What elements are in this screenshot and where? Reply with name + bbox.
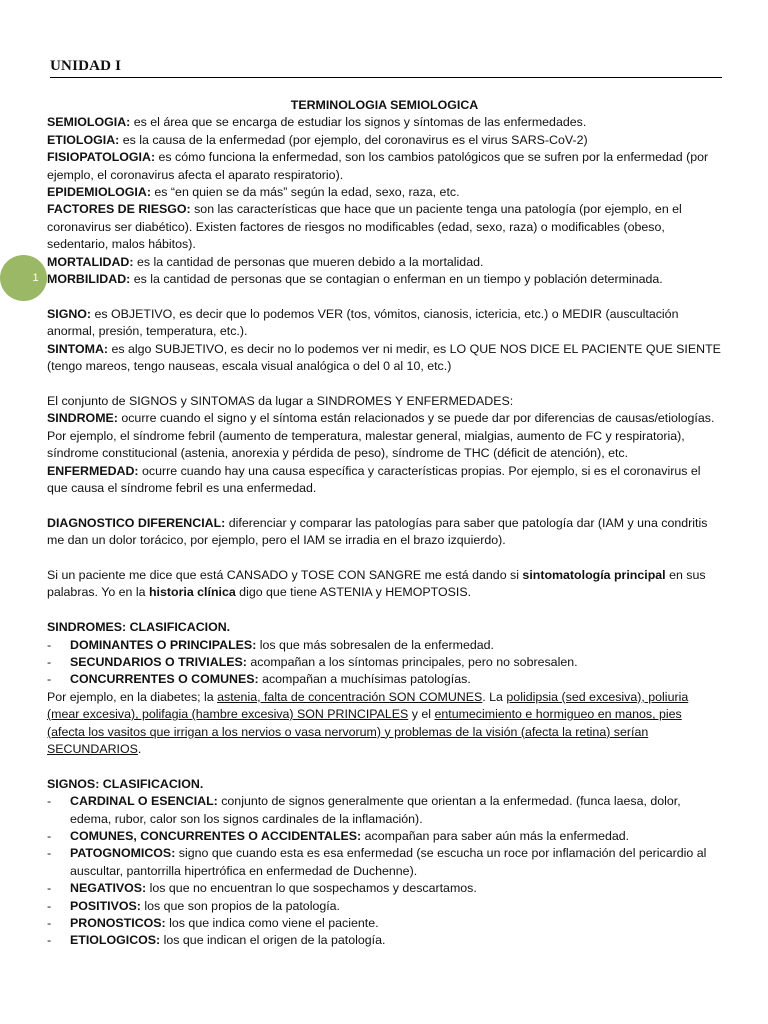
item-text: acompañan para saber aún más la enfermedad. [361,828,630,843]
bullet-dash: - [47,637,52,652]
paragraph-conjunto: El conjunto de SIGNOS y SINTOMAS da lugar a SINDROMES Y ENFERMEDADES: [47,393,514,408]
term: DIAGNOSTICO DIFERENCIAL: [47,515,226,530]
definition-factores [47,201,722,253]
bullet-dash: - [47,654,52,669]
definition-text: es el área que se encarga de estudiar los signos y síntomas de las enfermedades. [130,115,587,130]
list-item [47,654,722,671]
underlined-phrase: astenia, falta de concentración SON COMUNES [217,689,483,704]
definition-epidemiologia [47,184,722,201]
spacer [47,602,722,619]
spacer [47,375,722,392]
section-title: TERMINOLOGIA SEMIOLOGICA [290,98,479,112]
list-item [47,793,722,828]
spacer [47,497,722,514]
unit-title: UNIDAD I [50,58,122,74]
definition-text: ocurre cuando hay una causa específica y características propias. Por ejemplo, si es el coronavirus el que causa el síndrome febril es una enfermedad. [47,463,701,495]
list-item [47,880,722,897]
spacer [47,288,722,305]
definition-text: ocurre cuando el signo y el síntoma están relacionados y se puede dar por diferencias de causas/etiologías. Por ejemplo, el síndrome febril (aumento de temperatura, malestar general, mialgias, aumento de FC y respiratoria), síndrome constitucional (astenia, anorexia y pérdida de peso), síndrome de THC (déficit de atención), etc. [47,411,715,461]
definition-sintoma [47,341,722,376]
term: SINTOMA: [47,341,109,356]
definition-enfermedad [47,463,722,498]
definition-text: es la causa de la enfermedad (por ejemplo, del coronavirus es el virus SARS-CoV-2) [119,132,588,147]
definition-text: es cómo funciona la enfermedad, son los cambios patológicos que se sufren por la enfermedad (por ejemplo, el coronavirus afecta el aparato respiratorio). [47,150,709,182]
page-number: 1 [32,272,39,284]
definition-text: es algo SUBJETIVO, es decir no lo podemos ver ni medir, es LO QUE NOS DICE EL PACIENTE QUE SIENTE (tengo mareos, tengo nauseas, escala visual analógica o del 0 al 10, etc.) [47,341,721,374]
term: ETIOLOGICOS: [70,933,161,948]
page-header [50,58,722,78]
underlined-phrase: entumecimiento e hormigueo en manos, pies (afecta los vasitos que irrigan a los nervios o vasa nervorum) y problemas de la visión (afecta la retina) serían SECUNDARIOS [47,707,682,756]
paragraph-diabetes-example: Por ejemplo, en la diabetes; la astenia, falta de concentración SON COMUNES. La polidipsia (sed excesiva), poliuria (mear excesiva), polifagia (hambre excesiva) SON PRINCIPALES y el entumecimiento e hormigueo en manos, pies (afecta los vasitos que irrigan a los nervios o vasa nervorum) y problemas de la visión (afecta la retina) serían SECUNDARIOS. [47,689,689,756]
term: POSITIVOS: [70,898,141,913]
term: SEMIOLOGIA: [47,115,131,130]
list-item [47,845,722,880]
paragraph-paciente [47,567,722,602]
term: FACTORES DE RIESGO: [47,202,191,217]
signos-heading: SIGNOS: CLASIFICACION. [47,776,204,791]
definition-text: diferenciar y comparar las patologías para saber que patología dar (IAM y una condritis me dan un dolor torácico, por ejemplo, pero el IAM se irradia en el brazo izquierdo). [47,515,708,548]
bullet-dash: - [47,881,52,896]
definition-text: son las características que hace que un paciente tenga una patología (por ejemplo, en el coronavirus ser diabético). Existen factores de riesgos no modificables (edad, sexo, raza) o modificables (obeso, sedentario, malos hábitos). [47,202,682,252]
term: ENFERMEDAD: [47,463,139,478]
bullet-dash: - [47,898,52,913]
definition-diagnostico [47,515,722,550]
term: SECUNDARIOS O TRIVIALES: [70,654,247,669]
term: MORTALIDAD: [47,254,134,269]
bullet-dash: - [47,672,52,687]
term: CONCURRENTES O COMUNES: [70,672,259,687]
item-text: signo que cuando esta es esa enfermedad (se escucha un roce por inflamación del pericardio al auscultar, pantorrilla hipertrófica en enfermedad de Duchenne). [70,846,707,878]
definition-text: es OBJETIVO, es decir que lo podemos VER (tos, vómitos, cianosis, ictericia, etc.) o MEDIR (auscultación anormal, presión, temperatura, etc.). [47,306,679,339]
definition-semiologia [47,114,722,131]
term: EPIDEMIOLOGIA: [47,185,151,200]
term: SINDROME: [47,411,118,426]
bold-phrase: sintomatología principal [522,567,666,582]
definition-etiologia [47,132,722,149]
list-item [47,932,722,949]
term: ETIOLOGIA: [47,132,120,147]
item-text: los que no encuentran lo que sospechamos y descartamos. [146,881,477,896]
spacer [47,758,722,775]
bullet-dash: - [47,794,52,809]
definition-mortalidad [47,254,722,271]
spacer [47,550,722,567]
term: FISIOPATOLOGIA: [47,150,156,165]
definition-sindrome [47,410,722,462]
page-number-badge [0,255,47,301]
definition-text: es “en quien se da más” según la edad, sexo, raza, etc. [150,185,460,200]
term: CARDINAL O ESENCIAL: [70,794,218,809]
term: DOMINANTES O PRINCIPALES: [70,637,257,652]
bold-phrase: historia clínica [148,585,236,600]
term: NEGATIVOS: [70,881,147,896]
sindromes-heading: SINDROMES: CLASIFICACION. [47,620,231,635]
list-item [47,828,722,845]
definition-signo [47,306,722,341]
definition-text: es la cantidad de personas que se contagian o enferman en un tiempo y población determinada. [130,272,663,287]
list-item [47,637,722,654]
item-text: los que indica como viene el paciente. [165,916,379,930]
term: PRONOSTICOS: [70,916,166,930]
item-text: conjunto de signos generalmente que orientan a la enfermedad. (funca laesa, dolor, edema, rubor, calor son los signos cardinales de la inflamación). [70,794,681,826]
underlined-phrase: polidipsia (sed excesiva), poliuria (mear excesiva), polifagia (hambre excesiva) SON PRINCIPALES [47,689,689,722]
item-text: los que más sobresalen de la enfermedad. [256,637,494,652]
text: digo que tiene ASTENIA y HEMOPTOSIS. [235,585,472,600]
definition-morbilidad [47,271,722,288]
text: Si un paciente me dice que está CANSADO y TOSE CON SANGRE me está dando si [47,567,523,582]
item-text: los que indican el origen de la patología. [160,933,386,948]
text: en sus palabras. Yo en la [47,567,706,600]
term: MORBILIDAD: [47,272,131,287]
list-item [47,898,722,915]
list-item [47,671,722,688]
item-text: acompañan a muchísimas patologías. [258,672,471,687]
bullet-dash: - [47,933,52,948]
bullet-dash: - [47,846,52,861]
document-body [47,97,722,950]
term: SIGNO: [47,306,92,321]
list-item [47,915,722,932]
term: PATOGNOMICOS: [70,846,176,861]
bullet-dash: - [47,916,52,930]
item-text: los que son propios de la patología. [140,898,341,913]
bullet-dash: - [47,828,52,843]
item-text: acompañan a los síntomas principales, pero no sobresalen. [246,654,578,669]
definition-fisiopatologia [47,149,722,184]
definition-text: es la cantidad de personas que mueren debido a la mortalidad. [133,254,484,269]
term: COMUNES, CONCURRENTES O ACCIDENTALES: [70,828,362,843]
